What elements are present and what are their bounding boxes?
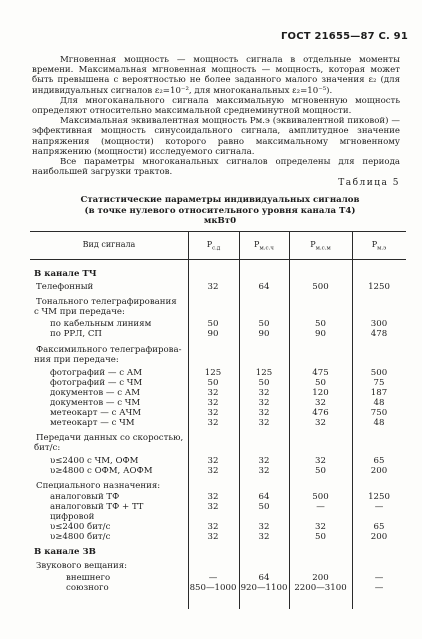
row-label: υ≥4800 с ОФМ, АОФМ — [50, 466, 153, 476]
column-header-p-sd — [188, 240, 239, 252]
cell-value: 187 — [370, 388, 388, 398]
table-row — [30, 355, 406, 365]
table-row — [30, 345, 406, 355]
row-label: аналоговый ТФ + ТТ — [50, 502, 144, 512]
cell-value: 32 — [258, 466, 270, 476]
cell-value: 32 — [207, 388, 219, 398]
cell-value: 64 — [258, 282, 270, 292]
row-label: Факсимильного телеграфирова- — [36, 345, 182, 355]
table-row — [30, 329, 406, 339]
table-row — [30, 492, 406, 502]
cell-value: 50 — [258, 378, 270, 388]
cell-value: 1250 — [368, 282, 390, 292]
row-label: документов — с АМ — [50, 388, 141, 398]
cell-value: 200 — [312, 573, 329, 583]
paragraph: Все параметры многоканальных сигналов определены для периода наибольшей загрузки трактов. — [32, 157, 400, 178]
column-header-p-msm — [289, 240, 352, 252]
cell-value: — — [374, 502, 384, 512]
cell-value: 65 — [373, 522, 385, 532]
header-subscript: м.э — [377, 245, 387, 252]
cell-value: 125 — [255, 368, 273, 378]
row-label: фотографий — с ЧМ — [50, 378, 143, 388]
paragraph: Максимальная эквивалентная мощность Pм.э (эквивалентной пиковой) — эффективная мощность синусоидального сигнала, амплитудное значение напряжения (мощности) которого равно максимальному мгновенному напряжению (мощности) исследуемого сигнала. — [32, 116, 400, 157]
cell-value: 32 — [207, 532, 219, 542]
cell-value: 32 — [258, 408, 270, 418]
row-label: Тонального телеграфирования — [36, 297, 177, 307]
header-symbol: P — [310, 240, 316, 249]
cell-value: 64 — [258, 492, 270, 502]
row-label: ния при передаче: — [34, 355, 119, 365]
cell-value: 32 — [315, 418, 326, 428]
cell-value: 32 — [207, 282, 219, 292]
cell-value: 32 — [258, 532, 270, 542]
row-label: метеокарт — с АЧМ — [50, 408, 142, 418]
header-subscript: м.с.ч — [259, 245, 274, 252]
cell-value: 32 — [315, 398, 326, 408]
header-bottom-rule — [30, 259, 406, 260]
table-row — [30, 532, 406, 542]
row-label: с ЧМ при передаче: — [34, 307, 125, 317]
cell-value: 50 — [258, 319, 270, 329]
row-label: υ≥4800 бит/с — [50, 532, 111, 542]
table-row — [30, 512, 406, 522]
table-row — [30, 573, 406, 583]
table-row — [30, 502, 406, 512]
table-row — [30, 547, 406, 557]
column-header-p-me — [352, 240, 406, 252]
row-label: Телефонный — [36, 282, 94, 292]
row-label: документов — с ЧМ — [50, 398, 141, 408]
table-row — [30, 408, 406, 418]
header-subscript: с.д — [212, 245, 221, 252]
cell-value: 200 — [370, 532, 388, 542]
cell-value: 32 — [258, 456, 270, 466]
cell-value: 50 — [315, 378, 326, 388]
cell-value: 1250 — [368, 492, 390, 502]
header-symbol: P — [254, 240, 260, 249]
table-row — [30, 456, 406, 466]
paragraph: Мгновенная мощность — мощность сигнала в отдельные моменты времени. Максимальная мгновенная мощность — мощность, которая может быть превышена с вероятностью не более заданного малого значения ε₂ (для индивидуальных сигналов ε₂=10⁻², для многоканальных ε₂=10⁻⁵). — [32, 55, 400, 96]
cell-value: 125 — [204, 368, 222, 378]
table-row — [30, 443, 406, 453]
caption-line: мкВт0 — [203, 216, 237, 226]
cell-value: 50 — [207, 378, 219, 388]
table-row — [30, 418, 406, 428]
cell-value: 32 — [258, 398, 270, 408]
cell-value: 850—1000 — [189, 583, 237, 593]
row-label: по РРЛ, СП — [50, 329, 102, 339]
table-caption — [60, 195, 380, 227]
cell-value: 50 — [315, 466, 326, 476]
table-row — [30, 398, 406, 408]
row-label: фотографий — с АМ — [50, 368, 143, 378]
row-label: В канале ТЧ — [34, 269, 97, 279]
row-label: Передачи данных со скоростью, — [36, 433, 184, 443]
cell-value: 32 — [207, 398, 219, 408]
table-row — [30, 583, 406, 593]
cell-value: 50 — [207, 319, 219, 329]
table-row — [30, 307, 406, 317]
header-subscript: м.с.м — [315, 245, 331, 252]
table-row — [30, 388, 406, 398]
row-label: Специального назначения: — [36, 481, 161, 491]
table-row — [30, 433, 406, 443]
cell-value: — — [208, 573, 218, 583]
table-top-rule — [30, 231, 406, 232]
table-row — [30, 522, 406, 532]
cell-value: 478 — [370, 329, 388, 339]
table-row — [30, 378, 406, 388]
cell-value: 476 — [312, 408, 329, 418]
cell-value: 500 — [312, 282, 329, 292]
cell-value: 75 — [373, 378, 385, 388]
row-label: υ≤2400 с ЧМ, ОФМ — [50, 456, 139, 466]
table-row — [30, 368, 406, 378]
cell-value: 32 — [258, 418, 270, 428]
caption-line: (в точке нулевого относительного уровня канала Т4) — [84, 205, 356, 216]
cell-value: 32 — [207, 456, 219, 466]
cell-value: 2200—3100 — [294, 583, 347, 593]
table-row — [30, 481, 406, 491]
table-row — [30, 282, 406, 292]
cell-value: 90 — [207, 329, 219, 339]
cell-value: 32 — [315, 456, 326, 466]
header-symbol: P — [371, 240, 378, 249]
cell-value: 32 — [258, 388, 270, 398]
body-text — [32, 55, 400, 177]
cell-value: 32 — [207, 522, 219, 532]
table-row — [30, 561, 406, 571]
paragraph: Для многоканального сигнала максимальную мгновенную мощность определяют относительно максимальной среднеминутной мощности. — [32, 95, 400, 117]
cell-value: 48 — [373, 418, 385, 428]
cell-value: 64 — [258, 573, 270, 583]
caption-line: Статистические параметры индивидуальных сигналов — [80, 195, 360, 205]
row-label: внешнего — [66, 573, 111, 583]
table-row — [30, 319, 406, 329]
cell-value: 200 — [370, 466, 388, 476]
cell-value: — — [316, 502, 325, 512]
table-row — [30, 269, 406, 279]
row-label: по кабельным линиям — [50, 319, 152, 329]
cell-value: 300 — [370, 319, 388, 329]
cell-value: 50 — [258, 502, 270, 512]
table-row — [30, 297, 406, 307]
table-row — [30, 466, 406, 476]
cell-value: — — [374, 573, 384, 583]
row-label: В канале ЗВ — [34, 547, 96, 557]
cell-value: 50 — [315, 532, 326, 542]
cell-value: 32 — [258, 522, 270, 532]
cell-value: 32 — [207, 502, 219, 512]
cell-value: 920—1100 — [240, 583, 288, 593]
row-label: бит/с: — [34, 443, 61, 453]
row-label: союзного — [66, 583, 109, 593]
cell-value: 65 — [373, 456, 385, 466]
cell-value: 50 — [315, 319, 326, 329]
row-label: аналоговый ТФ — [50, 492, 120, 502]
row-label: метеокарт — с ЧМ — [50, 418, 135, 428]
cell-value: 32 — [315, 522, 326, 532]
cell-value: 90 — [315, 329, 326, 339]
column-header-p-msch — [239, 240, 289, 252]
cell-value: 750 — [370, 408, 388, 418]
cell-value: 500 — [370, 368, 388, 378]
cell-value: 48 — [373, 398, 385, 408]
column-header-type: Вид сигнала — [82, 240, 136, 249]
cell-value: — — [374, 583, 384, 593]
header-symbol: P — [206, 240, 213, 249]
cell-value: 32 — [207, 492, 219, 502]
row-label: цифровой — [50, 512, 95, 522]
cell-value: 32 — [207, 408, 219, 418]
cell-value: 32 — [207, 466, 219, 476]
page-header: ГОСТ 21655—87 С. 91 — [280, 31, 408, 42]
cell-value: 500 — [312, 492, 329, 502]
cell-value: 475 — [312, 368, 329, 378]
table-number: Таблица 5 — [338, 178, 400, 188]
cell-value: 32 — [207, 418, 219, 428]
row-label: υ≤2400 бит/с — [50, 522, 111, 532]
cell-value: 120 — [312, 388, 329, 398]
row-label: Звукового вещания: — [36, 561, 128, 571]
cell-value: 90 — [258, 329, 270, 339]
